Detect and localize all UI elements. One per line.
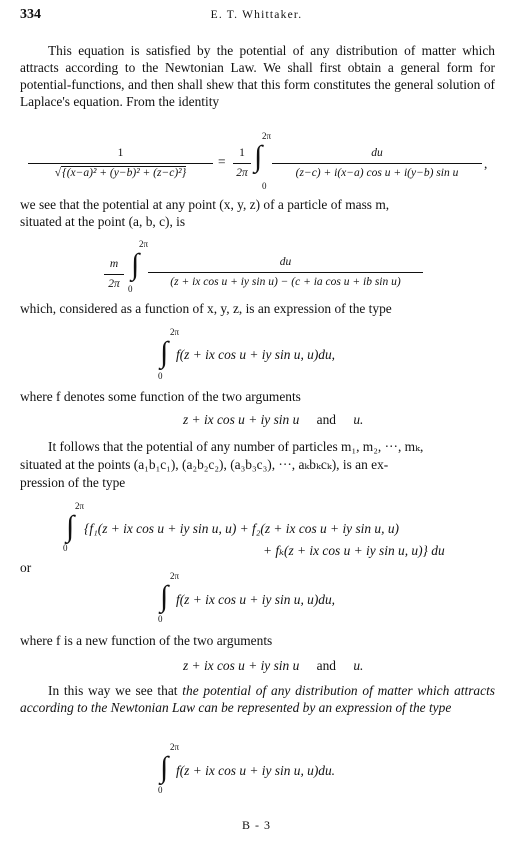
integral-sign: ∫ xyxy=(254,140,263,173)
integral-sign: ∫ xyxy=(131,248,140,281)
document-page: 334 E. T. Whittaker. This equation is satisfied by the potential of any distribution of matter which attracts according to the Newtonian Law. We shall first obtain a general form for potential-functions, and then shall shew that this form constitutes the general solution of Laplace's equation. From the identity $\frac{1}{\text{√\{(x−a)² + (y−b)² + (z−c)²\}}}$ = $\frac{1}{2\pi}$ 2π ∫ 0 $\frac{du}{\text{(z−c) + i(x−a) cos u + i(y−b) sin u}}$ , we see that the potential at any point (x, y, z) of a particle of mass m, situated at the point (a, b, c), is $\frac{m}{2\pi}$ 2π ∫ 0 $\frac{du}{\text{(z + ix cos u + iy sin u) − (c + ia cos u + ib sin u)}}$ which, considered as a function of x, y, z, is an expression of the type 2π ∫ 0 f(z + ix cos u + iy sin u, u)du, where f denotes some function of the two arguments z + ix cos u + iy sin u and u. It follows that the potential of any number of particles m₁, m₂, ···, mₖ, situated at the points (a₁b₁c₁), (a₂b₂c₂), (a₃b₃c₃), ···, aₖbₖcₖ), is an ex- pression of the type 2π ∫ 0 {f₁(z + ix cos u + iy sin u, u) + f₂(z + ix cos u + iy sin u, u) + fₖ(z + ix cos u + iy sin u, u)} du or 2π ∫ 0 f(z + ix cos u + iy sin u, u)du, where f is a new function of the two arguments z + ix cos u + iy sin u and u. In this way we see that the potential of any distribution of matter which attracts according to the Newtonian Law can be represented by an expression of the type 2π ∫ 0 f(z + ix cos u + iy sin u, u)du. B - 3 xyxy=(0,0,513,853)
page-header xyxy=(20,6,493,24)
page-number: 334 xyxy=(20,7,41,22)
arguments-line: z + ix cos u + iy sin u and u. xyxy=(183,658,364,673)
eq1-integrand: $\frac{du}{\text{(z−c) + i(x−a) cos u + i(y−b) sin u}}$ xyxy=(272,145,482,182)
text-line: situated at the points (a₁b₁c₁), (a₂b₂c₂), (a₃b₃c₃), ···, aₖbₖcₖ), is an ex- xyxy=(20,457,389,472)
integral-sign: ∫ xyxy=(66,510,75,543)
integral-sign: ∫ xyxy=(160,580,169,613)
text-line: It follows that the potential of any number of particles m₁, m₂, ···, mₖ, xyxy=(48,439,424,454)
text-line: situated at the point (a, b, c), is xyxy=(20,214,186,229)
eq1-coefficient: $\frac{1}{2\pi}$ xyxy=(233,145,251,182)
running-head: E. T. Whittaker. xyxy=(210,9,303,21)
integral-sign: ∫ xyxy=(160,336,169,369)
paragraph-intro: This equation is satisfied by the potential of any distribution of matter which attracts according to the Newtonian Law. We shall first obtain a general form for potential-functions, and then shall shew that this form constitutes the general solution of Laplace's equation. From the identity xyxy=(20,43,495,109)
text-line: which, considered as a function of x, y, z, is an expression of the type xyxy=(20,301,392,316)
integral-sign: ∫ xyxy=(160,751,169,784)
text-line: where f denotes some function of the two arguments xyxy=(20,389,301,404)
text-line: where f is a new function of the two arguments xyxy=(20,633,273,648)
text-line: or xyxy=(20,560,32,575)
eq2-coefficient: $\frac{m}{2\pi}$ xyxy=(104,256,124,293)
text-line: pression of the type xyxy=(20,475,126,490)
paragraph-conclusion: In this way we see that the potential of any distribution of matter which attracts according to the Newtonian Law can be represented by an expression of the type xyxy=(20,683,495,715)
page-footer: B - 3 xyxy=(242,818,271,832)
arguments-line: z + ix cos u + iy sin u and u. xyxy=(183,412,364,427)
eq2-integrand: $\frac{du}{\text{(z + ix cos u + iy sin u) − (c + ia cos u + ib sin u)}}$ xyxy=(148,254,423,291)
text-line: we see that the potential at any point (x, y, z) of a particle of mass m, xyxy=(20,197,390,212)
eq1-lhs-fraction: $\frac{1}{\text{√\{(x−a)² + (y−b)² + (z−c)²\}}}$ xyxy=(28,145,213,182)
